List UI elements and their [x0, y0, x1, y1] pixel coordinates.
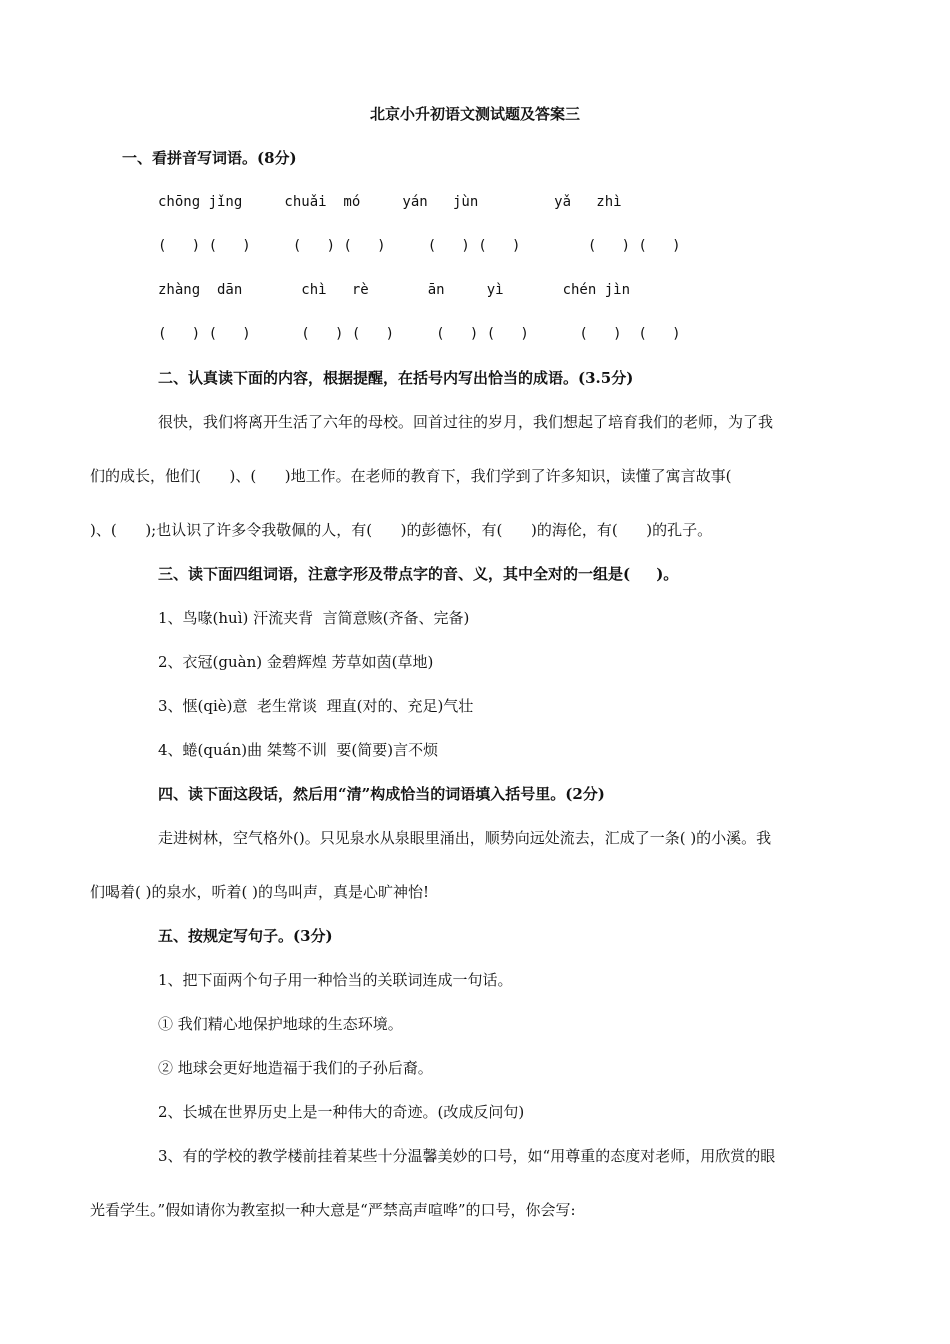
blanks-row-1: ( ) ( ) ( ) ( ) ( ) ( ) ( ) ( )	[158, 238, 681, 254]
section5-question-1: 1、把下面两个句子用一种恰当的关联词连成一句话。	[158, 971, 513, 989]
section2-paragraph-line-2: 们的成长，他们( )、( )地工作。在老师的教育下，我们学到了许多知识，读懂了寓言故事(	[90, 467, 732, 485]
section5-sentence-a: ① 我们精心地保护地球的生态环境。	[158, 1015, 403, 1033]
section4-paragraph-line-1: 走进树林，空气格外()。只见泉水从泉眼里涌出，顺势向远处流去，汇成了一条( )的小溪。我	[158, 829, 772, 847]
section1-heading: 一、看拼音写词语。(8分)	[122, 149, 297, 167]
section2-paragraph-line-1: 很快，我们将离开生活了六年的母校。回首过往的岁月，我们想起了培育我们的老师，为了我	[158, 413, 774, 431]
section2-paragraph-line-3: )、( );也认识了许多令我敬佩的人，有( )的彭德怀，有( )的海伦，有( )的孔子。	[90, 521, 713, 539]
section3-option-1: 1、鸟喙(huì) 汗流夹背 言简意赅(齐备、完备)	[158, 609, 470, 627]
section5-question-3-line-2: 光看学生。”假如请你为教室拟一种大意是“严禁高声喧哗”的口号，你会写:	[90, 1201, 576, 1219]
section5-question-2: 2、长城在世界历史上是一种伟大的奇迹。(改成反问句)	[158, 1103, 525, 1121]
section4-paragraph-line-2: 们喝着( )的泉水，听着( )的鸟叫声，真是心旷神怡!	[90, 883, 429, 901]
pinyin-row-2: zhàng dān chì rè ān yì chén jìn	[158, 282, 631, 298]
page-title: 北京小升初语文测试题及答案三	[369, 105, 580, 123]
blanks-row-2: ( ) ( ) ( ) ( ) ( ) ( ) ( ) ( )	[158, 326, 681, 342]
section5-heading: 五、按规定写句子。(3分)	[158, 927, 333, 945]
section4-heading: 四、读下面这段话，然后用“清”构成恰当的词语填入括号里。(2分)	[158, 785, 605, 803]
section3-heading: 三、读下面四组词语，注意字形及带点字的音、义，其中全对的一组是( )。	[158, 565, 679, 583]
section5-sentence-b: ② 地球会更好地造福于我们的子孙后裔。	[158, 1059, 433, 1077]
section3-option-2: 2、衣冠(guàn) 金碧辉煌 芳草如茵(草地)	[158, 653, 434, 671]
pinyin-row-1: chōng jǐng chuǎi mó yán jùn yǎ zhì	[158, 194, 622, 210]
section3-option-4: 4、蜷(quán)曲 桀骜不训 要(简要)言不烦	[158, 741, 439, 759]
section2-heading: 二、认真读下面的内容，根据提醒，在括号内写出恰当的成语。(3.5分)	[158, 369, 634, 387]
section3-option-3: 3、惬(qiè)意 老生常谈 理直(对的、充足)气壮	[158, 697, 474, 715]
section5-question-3-line-1: 3、有的学校的教学楼前挂着某些十分温馨美妙的口号，如“用尊重的态度对老师，用欣赏的眼	[158, 1147, 776, 1165]
